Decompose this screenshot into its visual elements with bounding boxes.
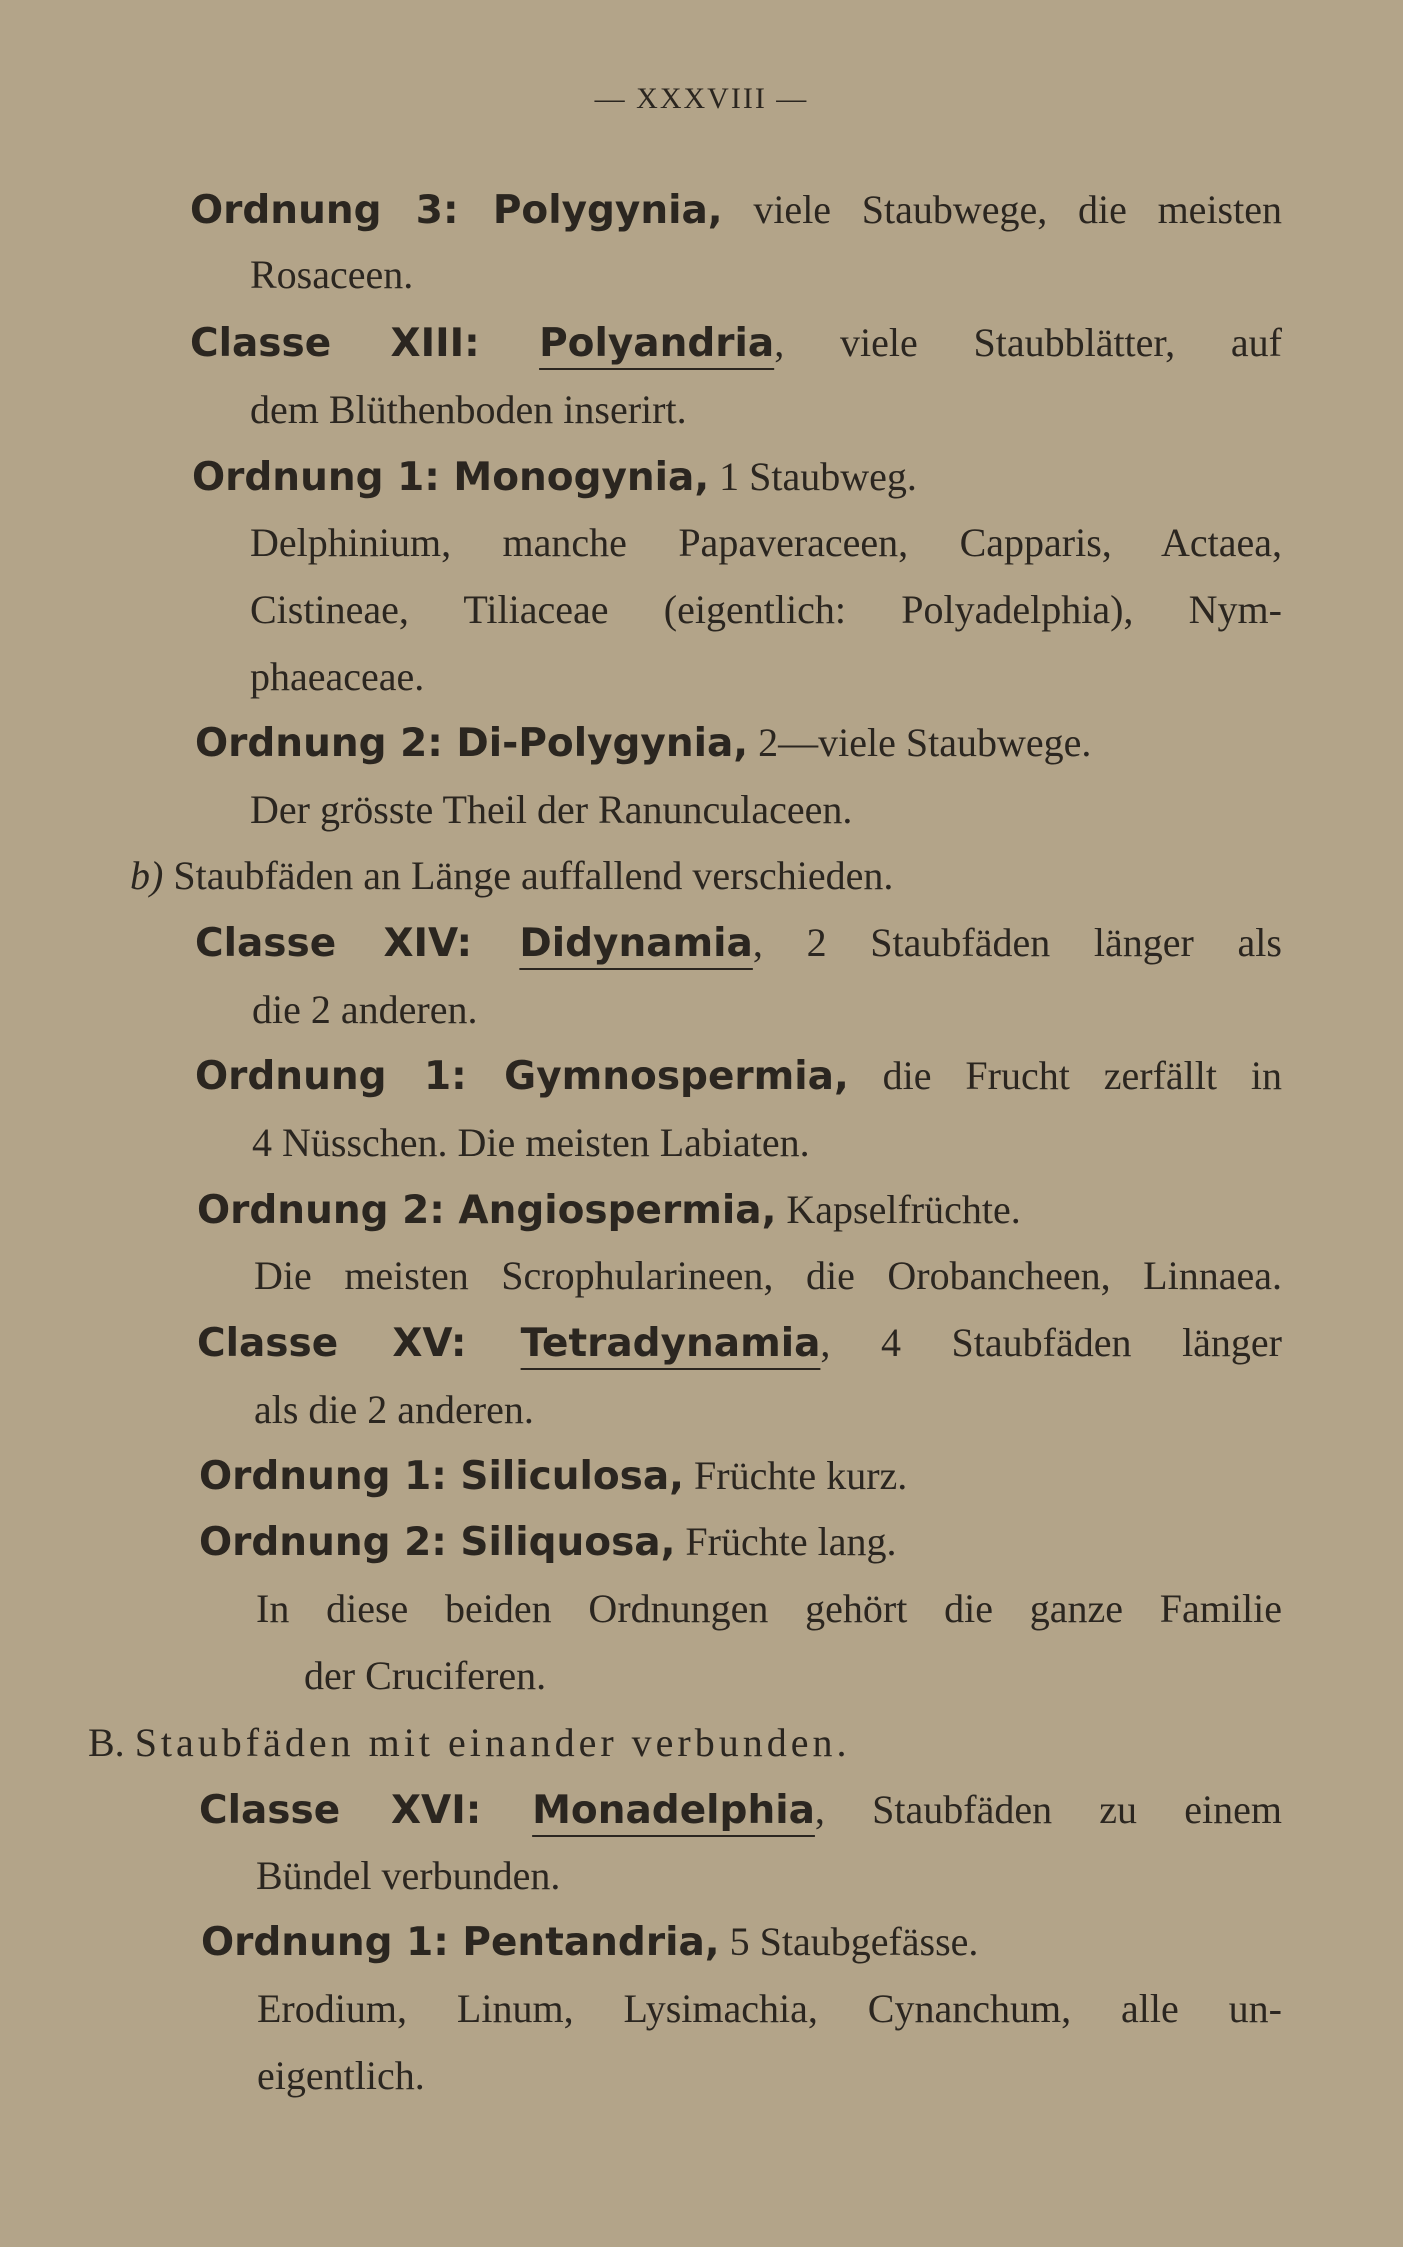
text-line xyxy=(192,454,917,500)
text-run: Bündel verbunden. xyxy=(256,1853,561,1898)
text-line xyxy=(254,1387,534,1432)
text-run: als die 2 anderen. xyxy=(254,1387,534,1432)
text-line xyxy=(130,853,894,898)
text-run: Classe XV: xyxy=(197,1321,521,1366)
text-run: Cistineae, Tiliaceae (eigentlich: Polyadelphia), Nym- xyxy=(250,587,1282,632)
text-line xyxy=(199,1787,1282,1833)
text-run: Ordnung 2: Angiospermia, xyxy=(197,1188,777,1233)
text-run: Classe XIII: xyxy=(190,321,540,366)
text-run: Delphinium, manche Papaveraceen, Capparis, Actaea, xyxy=(250,520,1282,565)
text-line xyxy=(190,187,1282,233)
text-run: , 4 Staubfäden länger xyxy=(820,1320,1283,1365)
text-line xyxy=(257,1986,1282,2031)
text-run: , viele Staubblätter, auf xyxy=(774,320,1282,365)
text-run: die Frucht zerfällt in xyxy=(848,1053,1282,1098)
text-run: , Staubfäden zu einem xyxy=(814,1787,1282,1832)
page-header: — XXXVIII — xyxy=(594,82,809,115)
text-line xyxy=(199,1519,897,1565)
text-run: 2—viele Staubwege. xyxy=(748,720,1092,765)
text-run: b) xyxy=(130,853,164,898)
text-line xyxy=(195,920,1282,966)
text-line xyxy=(197,1187,1021,1233)
text-line xyxy=(256,1853,561,1898)
text-run: Polyandria xyxy=(539,321,775,366)
text-run: In diese beiden Ordnungen gehört die ganze Familie xyxy=(256,1586,1282,1631)
text-run: Ordnung 2: Di-Polygynia, xyxy=(195,721,749,766)
text-run: Ordnung 2: Siliquosa, xyxy=(199,1520,676,1565)
text-run: Staubfäden an Länge auffallend verschieden. xyxy=(163,853,894,898)
text-run: Monadelphia xyxy=(532,1788,815,1833)
text-run: phaeaceae. xyxy=(250,654,425,699)
text-line xyxy=(304,1653,547,1698)
text-run: Ordnung 1: Gymnospermia, xyxy=(195,1054,849,1099)
text-line xyxy=(250,587,1282,632)
text-run: Rosaceen. xyxy=(250,252,414,297)
text-line xyxy=(250,654,425,699)
text-run: Die meisten Scrophularineen, die Orobancheen, Linnaea. xyxy=(254,1253,1282,1298)
text-run: Erodium, Linum, Lysimachia, Cynanchum, alle un- xyxy=(257,1986,1282,2031)
text-run: Ordnung 1: Siliculosa, xyxy=(199,1454,684,1499)
text-line xyxy=(257,2053,425,2098)
text-run: Staubfäden mit einander verbunden. xyxy=(134,1720,851,1765)
text-run: Didynamia xyxy=(519,921,753,966)
text-line xyxy=(252,987,478,1032)
text-line xyxy=(254,1253,1282,1298)
text-run: Tetradynamia xyxy=(520,1321,821,1366)
text-line xyxy=(201,1919,979,1965)
text-line xyxy=(195,720,1092,766)
text-line xyxy=(195,1053,1282,1099)
text-run: Classe XIV: xyxy=(195,921,520,966)
text-run: , 2 Staubfäden länger als xyxy=(752,920,1282,965)
text-run: dem Blüthenboden inserirt. xyxy=(250,387,687,432)
text-line xyxy=(250,787,853,832)
text-run: der Cruciferen. xyxy=(304,1653,547,1698)
text-run: Classe XVI: xyxy=(199,1788,533,1833)
text-run: 1 Staubweg. xyxy=(709,454,917,499)
text-run: Ordnung 1: Pentandria, xyxy=(201,1920,720,1965)
text-run: Kapselfrüchte. xyxy=(776,1187,1021,1232)
text-line xyxy=(199,1453,908,1499)
text-line xyxy=(256,1586,1282,1631)
text-line xyxy=(252,1120,810,1165)
text-run: viele Staubwege, die meisten xyxy=(722,187,1282,232)
text-run: die 2 anderen. xyxy=(252,987,478,1032)
text-run: 5 Staubgefässe. xyxy=(719,1919,979,1964)
text-run: 4 Nüsschen. Die meisten Labiaten. xyxy=(252,1120,810,1165)
text-line xyxy=(190,320,1282,366)
text-line xyxy=(88,1720,851,1765)
text-line xyxy=(197,1320,1283,1366)
text-run: Früchte kurz. xyxy=(684,1453,908,1498)
text-run: Ordnung 1: Monogynia, xyxy=(192,455,710,500)
text-run: eigentlich. xyxy=(257,2053,425,2098)
text-line xyxy=(250,387,687,432)
text-line xyxy=(250,252,414,297)
text-line xyxy=(250,520,1282,565)
text-run: Früchte lang. xyxy=(675,1519,897,1564)
text-run: Ordnung 3: Polygynia, xyxy=(190,188,723,233)
text-run: Der grösste Theil der Ranunculaceen. xyxy=(250,787,853,832)
text-run: B. xyxy=(88,1720,135,1765)
